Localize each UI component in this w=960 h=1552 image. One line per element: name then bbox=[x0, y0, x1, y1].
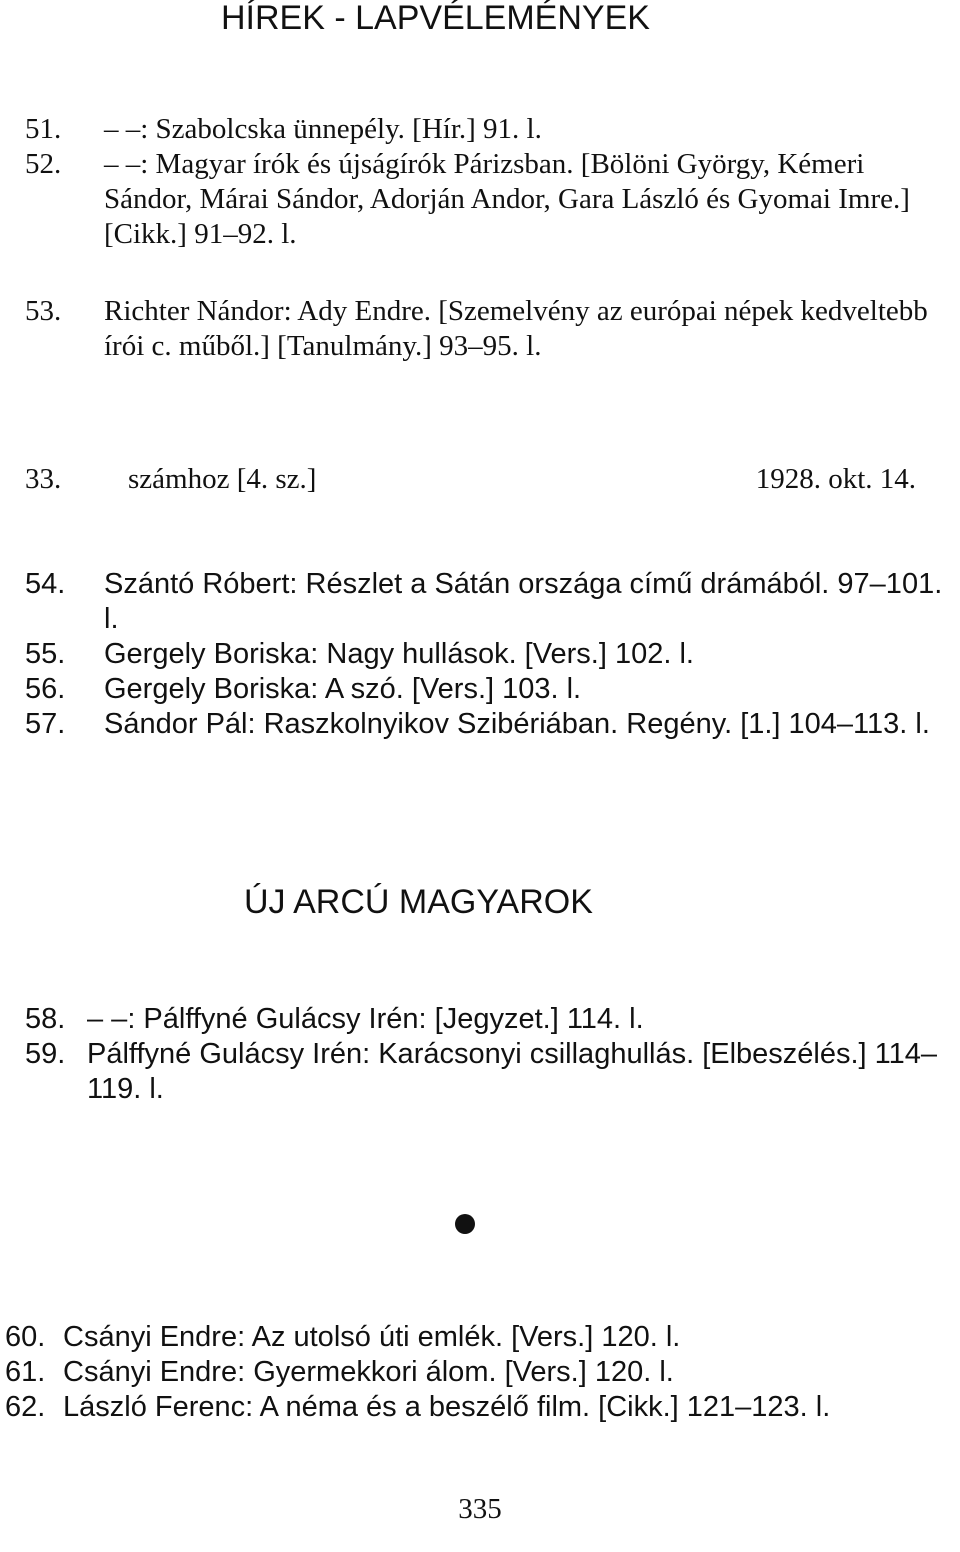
entry-number: 51. bbox=[25, 113, 62, 145]
section-heading-hirek: HÍREK - LAPVÉLEMÉNYEK bbox=[221, 0, 650, 37]
entry-text: Pálffyné Gulácsy Irén: Karácsonyi csillaghullás. [Elbeszélés.] 114–119. l. bbox=[87, 1038, 938, 1105]
entry-text: Gergely Boriska: Nagy hullások. [Vers.] 102. l. bbox=[104, 638, 694, 670]
entry-text: Csányi Endre: Gyermekkori álom. [Vers.] 120. l. bbox=[63, 1356, 674, 1388]
entry-57 bbox=[25, 707, 960, 742]
entry-text: László Ferenc: A néma és a beszélő film. [Cikk.] 121–123. l. bbox=[63, 1391, 831, 1423]
entry-51 bbox=[25, 112, 960, 147]
entry-text: – –: Pálffyné Gulácsy Irén: [Jegyzet.] 114. l. bbox=[87, 1003, 644, 1035]
entry-text: – –: Magyar írók és újságírók Párizsban. [Bölöni György, Kémeri Sándor, Márai Sándor, Adorján Andor, Gara László és Gyomai Imre.] [Cikk.] 91–92. l. bbox=[104, 148, 910, 250]
entry-58 bbox=[25, 1002, 960, 1037]
issue-date: 1928. okt. 14. bbox=[755, 463, 916, 495]
entries-group-1 bbox=[25, 112, 960, 364]
entry-number: 59. bbox=[25, 1038, 66, 1070]
entries-group-2 bbox=[25, 567, 960, 742]
entry-59 bbox=[25, 1037, 960, 1107]
entry-number: 52. bbox=[25, 148, 62, 180]
entry-number: 60. bbox=[5, 1321, 46, 1353]
entry-number: 55. bbox=[25, 638, 66, 670]
entries-group-3 bbox=[25, 1002, 960, 1107]
entry-text: Gergely Boriska: A szó. [Vers.] 103. l. bbox=[104, 673, 582, 705]
entry-text: Szántó Róbert: Részlet a Sátán országa című drámából. 97–101. l. bbox=[104, 568, 943, 635]
separator-bullet bbox=[455, 1214, 475, 1234]
entry-53 bbox=[25, 294, 960, 364]
entry-56 bbox=[25, 672, 960, 707]
entry-text: Csányi Endre: Az utolsó úti emlék. [Vers.] 120. l. bbox=[63, 1321, 681, 1353]
section-heading-uj-arcu-magyarok: ÚJ ARCÚ MAGYAROK bbox=[244, 883, 593, 921]
entries-group-4 bbox=[5, 1320, 960, 1425]
entry-60 bbox=[5, 1320, 960, 1355]
entry-54 bbox=[25, 567, 960, 637]
entry-61 bbox=[5, 1355, 960, 1390]
page-number: 335 bbox=[458, 1493, 502, 1525]
issue-label: számhoz [4. sz.] bbox=[128, 463, 317, 495]
entry-number: 53. bbox=[25, 295, 62, 327]
entry-number: 62. bbox=[5, 1391, 46, 1423]
entry-52 bbox=[25, 147, 960, 252]
entry-text: Sándor Pál: Raszkolnyikov Szibériában. Regény. [1.] 104–113. l. bbox=[104, 708, 930, 740]
entry-number: 58. bbox=[25, 1003, 66, 1035]
issue-number: 33. bbox=[25, 463, 62, 495]
entry-55 bbox=[25, 637, 960, 672]
entry-number: 56. bbox=[25, 673, 66, 705]
entry-text: – –: Szabolcska ünnepély. [Hír.] 91. l. bbox=[104, 113, 542, 145]
entry-62 bbox=[5, 1390, 960, 1425]
entry-text: Richter Nándor: Ady Endre. [Szemelvény az európai népek kedveltebb írói c. műből.] [Tanulmány.] 93–95. l. bbox=[104, 295, 928, 362]
entry-number: 54. bbox=[25, 568, 66, 600]
entry-number: 57. bbox=[25, 708, 66, 740]
entry-number: 61. bbox=[5, 1356, 46, 1388]
